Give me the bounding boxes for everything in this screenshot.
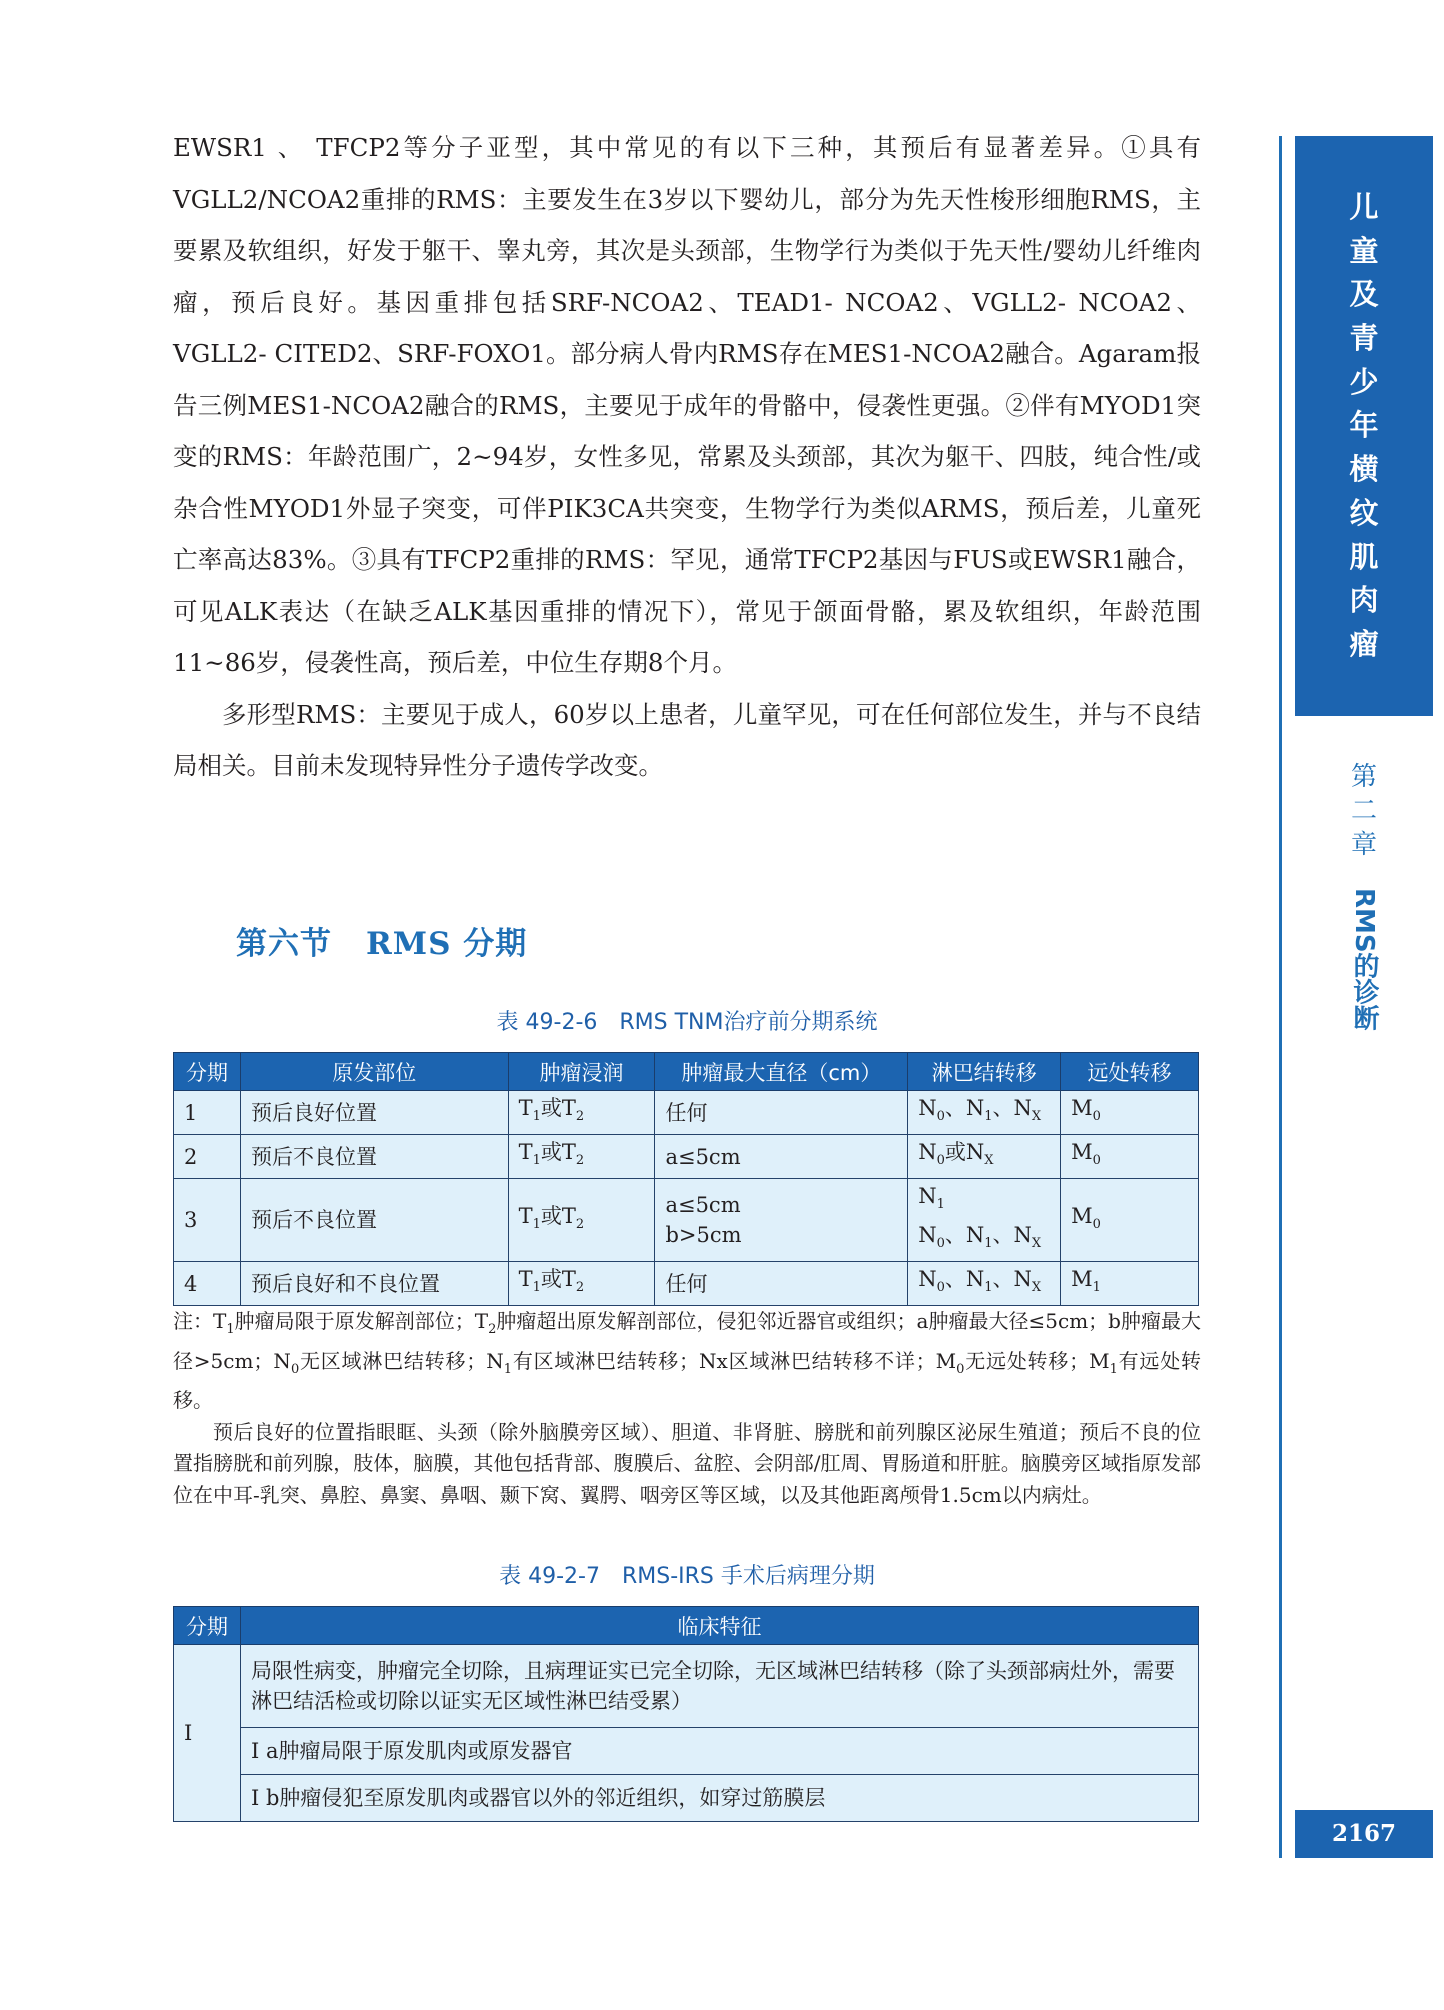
n-sub: 1 xyxy=(936,1197,945,1212)
col-header-stage: 分期 xyxy=(174,1053,241,1091)
cell-feature: 局限性病变，肿瘤完全切除，且病理证实已完全切除，无区域淋巴结转移（除了头颈部病灶外，需要淋巴结活检或切除以证实无区域性淋巴结受累） xyxy=(241,1645,1199,1728)
table-row xyxy=(174,1091,1199,1135)
cell-size: 任何 xyxy=(655,1091,908,1135)
cell-metastasis xyxy=(1061,1135,1199,1179)
table1-caption: 表 49-2-6 RMS TNM治疗前分期系统 xyxy=(496,1010,878,1035)
cell-size xyxy=(655,1179,908,1262)
size-line: a≤5cm xyxy=(665,1193,741,1217)
body-paragraph-1: EWSR1 、 TFCP2等分子亚型，其中常见的有以下三种，其预后有显著差异。①具有VGLL2/NCOA2重排的RMS：主要发生在3岁以下婴幼儿，部分为先天性梭形细胞RMS，主要累及软组织，好发于躯干、睾丸旁，其次是头颈部，生物学行为类似于先天性/婴幼儿纤维肉瘤，预后良好。基因重排包括SRF-NCOA2、TEAD1- NCOA2、VGLL2- NCOA2、VGLL2- CITED2、SRF-FOXO1。部分病人骨内RMS存在MES1-NCOA2融合。Agaram报告三例MES1-NCOA2融合的RMS，主要见于成年的骨骼中，侵袭性更强。②伴有MYOD1突变的RMS：年龄范围广，2~94岁，女性多见，常累及头颈部，其次为躯干、四肢，纯合性/或杂合性MYOD1外显子突变，可伴PIK3CA共突变，生物学行为类似ARMS，预后差，儿童死亡率高达83%。③具有TFCP2重排的RMS：罕见，通常TFCP2基因与FUS或EWSR1融合，可见ALK表达（在缺乏ALK基因重排的情况下），常见于颌面骨骼，累及软组织，年龄范围11~86岁，侵袭性高，预后差，中位生存期8个月。 xyxy=(173,133,1201,677)
cell-stage: 3 xyxy=(174,1179,241,1262)
t-sub: 2 xyxy=(575,1109,585,1124)
n-symbol: N xyxy=(1013,1223,1032,1247)
irs-staging-table xyxy=(173,1606,1199,1822)
separator: 、 xyxy=(992,1096,1014,1120)
t-sub: 1 xyxy=(532,1109,541,1124)
table-row xyxy=(174,1645,1199,1728)
t-symbol: T xyxy=(561,1140,576,1164)
n-symbol: N xyxy=(918,1096,937,1120)
t-symbol: T xyxy=(561,1267,576,1291)
t-sub: 2 xyxy=(575,1153,585,1168)
table-row xyxy=(174,1179,1199,1262)
n-symbol: N xyxy=(965,1140,985,1164)
t-symbol: T xyxy=(518,1096,533,1120)
t-symbol: T xyxy=(518,1140,533,1164)
cell-invasion xyxy=(508,1135,655,1179)
note-sites: 预后良好的位置指眼眶、头颈（除外脑膜旁区域）、胆道、非肾脏、膀胱和前列腺区泌尿生殖道；预后不良的位置指膀胱和前列腺，肢体，脑膜，其他包括背部、腹膜后、盆腔、会阴部/肛周、胃肠道和肝脏。脑膜旁区域指原发部位在中耳-乳突、鼻腔、鼻窦、鼻咽、颞下窝、翼腭、咽旁区等区域，以及其他距离颅骨1.5cm以内病灶。 xyxy=(173,1419,1201,1507)
or-text: 或 xyxy=(540,1096,562,1120)
n-symbol: N xyxy=(918,1140,937,1164)
m-sub: 0 xyxy=(1092,1109,1101,1124)
t-sub: 2 xyxy=(575,1216,585,1232)
cell-site: 预后良好位置 xyxy=(240,1091,508,1135)
n-sub: 0 xyxy=(936,1109,945,1124)
n-sub: X xyxy=(1031,1280,1042,1295)
chapter-title: RMS的诊断 xyxy=(1349,888,1379,1031)
t-sub: 1 xyxy=(532,1216,541,1232)
separator: 、 xyxy=(992,1267,1014,1291)
n-symbol: N xyxy=(918,1223,937,1247)
n-sub: X xyxy=(984,1153,994,1168)
cell-stage: I xyxy=(174,1645,241,1822)
t-symbol: T xyxy=(561,1203,576,1228)
m-symbol: M xyxy=(1071,1203,1093,1228)
cell-metastasis xyxy=(1061,1179,1199,1262)
margin-rule xyxy=(1279,136,1282,1858)
col-header-stage: 分期 xyxy=(174,1607,241,1645)
table-row xyxy=(174,1728,1199,1775)
body-text xyxy=(173,122,1201,792)
col-header-nodes: 淋巴结转移 xyxy=(908,1053,1061,1091)
cell-size: 任何 xyxy=(655,1262,908,1306)
table-header-row xyxy=(174,1607,1199,1645)
cell-site: 预后不良位置 xyxy=(240,1179,508,1262)
cell-metastasis xyxy=(1061,1262,1199,1306)
cell-site: 预后良好和不良位置 xyxy=(240,1262,508,1306)
n-symbol: N xyxy=(965,1267,985,1291)
cell-nodes xyxy=(908,1091,1061,1135)
col-header-site: 原发部位 xyxy=(240,1053,508,1091)
col-header-invasion: 肿瘤浸润 xyxy=(508,1053,655,1091)
t-symbol: T xyxy=(518,1203,533,1228)
note-abbreviations: 注：$T_1$肿瘤局限于原发解剖部位；$T_2$肿瘤超出原发解剖部位，侵犯邻近器官或组织；a肿瘤最大径≤5cm；b肿瘤最大径>5cm；$N_0$无区域淋巴结转移；$N_1$有区域淋巴结转移；Nx区域淋巴结转移不详；$M_0$无远处转移；$M_1$有远处转移。 xyxy=(173,1309,1202,1412)
section-heading xyxy=(236,918,527,963)
n-symbol: N xyxy=(965,1096,985,1120)
chapter-label: 第 二 章 RMS的诊断 xyxy=(1349,762,1379,1031)
book-title-tab xyxy=(1295,136,1433,716)
table-header-row xyxy=(174,1053,1199,1091)
cell-nodes xyxy=(908,1179,1061,1262)
tnm-staging-table xyxy=(173,1052,1199,1306)
cell-metastasis xyxy=(1061,1091,1199,1135)
table-row xyxy=(174,1262,1199,1306)
cell-size: a≤5cm xyxy=(655,1135,908,1179)
m-symbol: M xyxy=(1071,1140,1093,1164)
table2-caption: 表 49-2-7 RMS-IRS 手术后病理分期 xyxy=(499,1564,875,1589)
table-row xyxy=(174,1775,1199,1822)
body-paragraph-2: 多形型RMS：主要见于成人，60岁以上患者，儿童罕见，可在任何部位发生，并与不良结局相关。目前未发现特异性分子遗传学改变。 xyxy=(173,699,1201,780)
nodes-line xyxy=(918,1220,1050,1259)
cell-invasion xyxy=(508,1262,655,1306)
separator: 、 xyxy=(992,1223,1014,1247)
or-text: 或 xyxy=(944,1140,966,1164)
cell-nodes xyxy=(908,1135,1061,1179)
table-notes xyxy=(173,1306,1201,1511)
n-sub: 1 xyxy=(984,1109,993,1124)
n-sub: 1 xyxy=(984,1236,993,1251)
n-sub: 0 xyxy=(936,1280,945,1295)
or-text: 或 xyxy=(540,1140,562,1164)
separator: 、 xyxy=(944,1223,966,1247)
col-header-metastasis: 远处转移 xyxy=(1061,1053,1199,1091)
n-symbol: N xyxy=(918,1184,937,1208)
or-text: 或 xyxy=(540,1267,562,1291)
cell-stage: 4 xyxy=(174,1262,241,1306)
n-symbol: N xyxy=(1013,1267,1032,1291)
cell-stage: 1 xyxy=(174,1091,241,1135)
book-title: 儿 童 及 青 少 年 横 纹 肌 肉 瘤 xyxy=(1349,190,1379,661)
section-title: RMS 分期 xyxy=(366,926,528,962)
m-sub: 1 xyxy=(1092,1280,1101,1295)
m-sub: 0 xyxy=(1092,1153,1101,1168)
cell-invasion xyxy=(508,1179,655,1262)
cell-stage: 2 xyxy=(174,1135,241,1179)
col-header-clinical: 临床特征 xyxy=(241,1607,1199,1645)
cell-site: 预后不良位置 xyxy=(240,1135,508,1179)
col-header-size: 肿瘤最大直径（cm） xyxy=(655,1053,908,1091)
n-symbol: N xyxy=(918,1267,937,1291)
m-sub: 0 xyxy=(1092,1216,1101,1232)
n-symbol: N xyxy=(965,1223,985,1247)
n-sub: X xyxy=(1031,1236,1042,1251)
t-sub: 2 xyxy=(575,1280,585,1295)
n-sub: X xyxy=(1031,1109,1042,1124)
separator: 、 xyxy=(944,1096,966,1120)
nodes-line xyxy=(918,1181,1050,1220)
or-text: 或 xyxy=(540,1203,562,1228)
separator: 、 xyxy=(944,1267,966,1291)
m-symbol: M xyxy=(1071,1096,1093,1120)
cell-feature: I a肿瘤局限于原发肌肉或原发器官 xyxy=(241,1728,1199,1775)
n-sub: 0 xyxy=(936,1236,945,1251)
m-symbol: M xyxy=(1071,1267,1093,1291)
t-symbol: T xyxy=(518,1267,533,1291)
cell-feature: I b肿瘤侵犯至原发肌肉或器官以外的邻近组织，如穿过筋膜层 xyxy=(241,1775,1199,1822)
t-sub: 1 xyxy=(532,1280,541,1295)
n-sub: 0 xyxy=(936,1153,945,1168)
t-sub: 1 xyxy=(532,1153,541,1168)
n-symbol: N xyxy=(1013,1096,1032,1120)
cell-invasion xyxy=(508,1091,655,1135)
page-number: 2167 xyxy=(1295,1810,1433,1858)
size-line: b>5cm xyxy=(665,1223,742,1247)
n-sub: 1 xyxy=(984,1280,993,1295)
table-row xyxy=(174,1135,1199,1179)
section-label: 第六节 xyxy=(236,926,332,962)
cell-nodes xyxy=(908,1262,1061,1306)
t-symbol: T xyxy=(561,1096,576,1120)
